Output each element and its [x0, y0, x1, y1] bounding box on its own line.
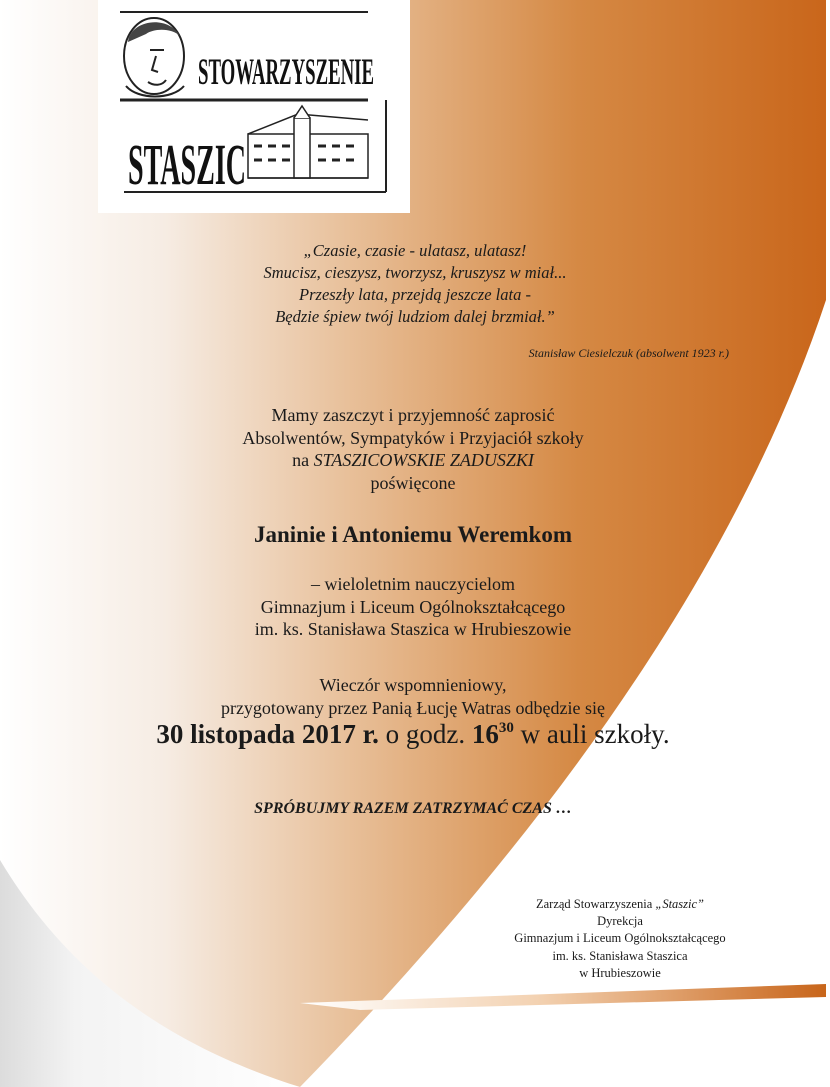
time-prefix: o godz.: [378, 719, 472, 749]
quote-line: Będzie śpiew twój ludziom dalej brzmiał.”: [275, 307, 555, 326]
staszic-logo-graphic: [98, 0, 410, 213]
signoff-line: im. ks. Stanisława Staszica: [552, 948, 688, 963]
event-name: STASZICOWSKIE ZADUSZKI: [313, 450, 534, 470]
portrait-icon: [124, 18, 184, 97]
invitation-line: [0, 449, 826, 472]
invitation-line: Absolwentów, Sympatyków i Przyjaciół szkoły: [242, 427, 584, 448]
signoff-line: Gimnazjum i Liceum Ogólnokształcącego: [514, 931, 726, 946]
quote-author: Stanisław Ciesielczuk (absolwent 1923 r.): [528, 346, 729, 360]
teachers-line: – wieloletnim nauczycielom: [311, 574, 515, 594]
logo-word-bottom: STASZIC: [128, 132, 246, 197]
association-name: „Staszic”: [655, 897, 705, 911]
poem-quote: [0, 240, 830, 328]
signoff-line: [410, 896, 830, 913]
school-building-icon: [248, 106, 368, 178]
quote-line: Smucisz, cieszysz, tworzysz, kruszysz w miał...: [263, 263, 567, 282]
event-datetime: [0, 719, 826, 750]
signoff-block: [410, 896, 830, 982]
event-place: w auli szkoły.: [513, 719, 670, 749]
teachers-line: im. ks. Stanisława Staszica w Hrubieszowie: [254, 619, 572, 639]
quote-line: „Czasie, czasie - ulatasz, ulatasz!: [303, 241, 527, 260]
invitation-line: poświęcone: [370, 472, 456, 493]
teachers-line: Gimnazjum i Liceum Ogólnokształcącego: [260, 596, 566, 617]
honorees-heading: Janinie i Antoniemu Weremkom: [254, 522, 572, 547]
evening-line: przygotowany przez Panią Łucję Watras odbędzie się: [220, 697, 606, 718]
evening-line: Wieczór wspomnieniowy,: [319, 675, 507, 695]
evening-description: [0, 674, 826, 719]
event-hour: 16: [471, 719, 499, 749]
invitation-text: [0, 404, 826, 494]
signoff-line: Dyrekcja: [597, 914, 643, 929]
event-date: 30 listopada 2017 r.: [156, 719, 379, 749]
signoff-prefix: Zarząd Stowarzyszenia: [535, 897, 656, 911]
logo-word-top: STOWARZYSZENIE: [198, 52, 374, 93]
signoff-line: w Hrubieszowie: [579, 965, 661, 980]
invitation-line: Mamy zaszczyt i przyjemność zaprosić: [271, 405, 555, 425]
invitation-prefix: na: [292, 450, 314, 470]
teachers-description: [0, 573, 826, 641]
association-logo: [98, 0, 410, 213]
event-minutes: 30: [498, 720, 514, 736]
motto: SPRÓBUJMY RAZEM ZATRZYMAĆ CZAS …: [254, 800, 572, 817]
quote-line: Przeszły lata, przejdą jeszcze lata -: [299, 285, 531, 304]
